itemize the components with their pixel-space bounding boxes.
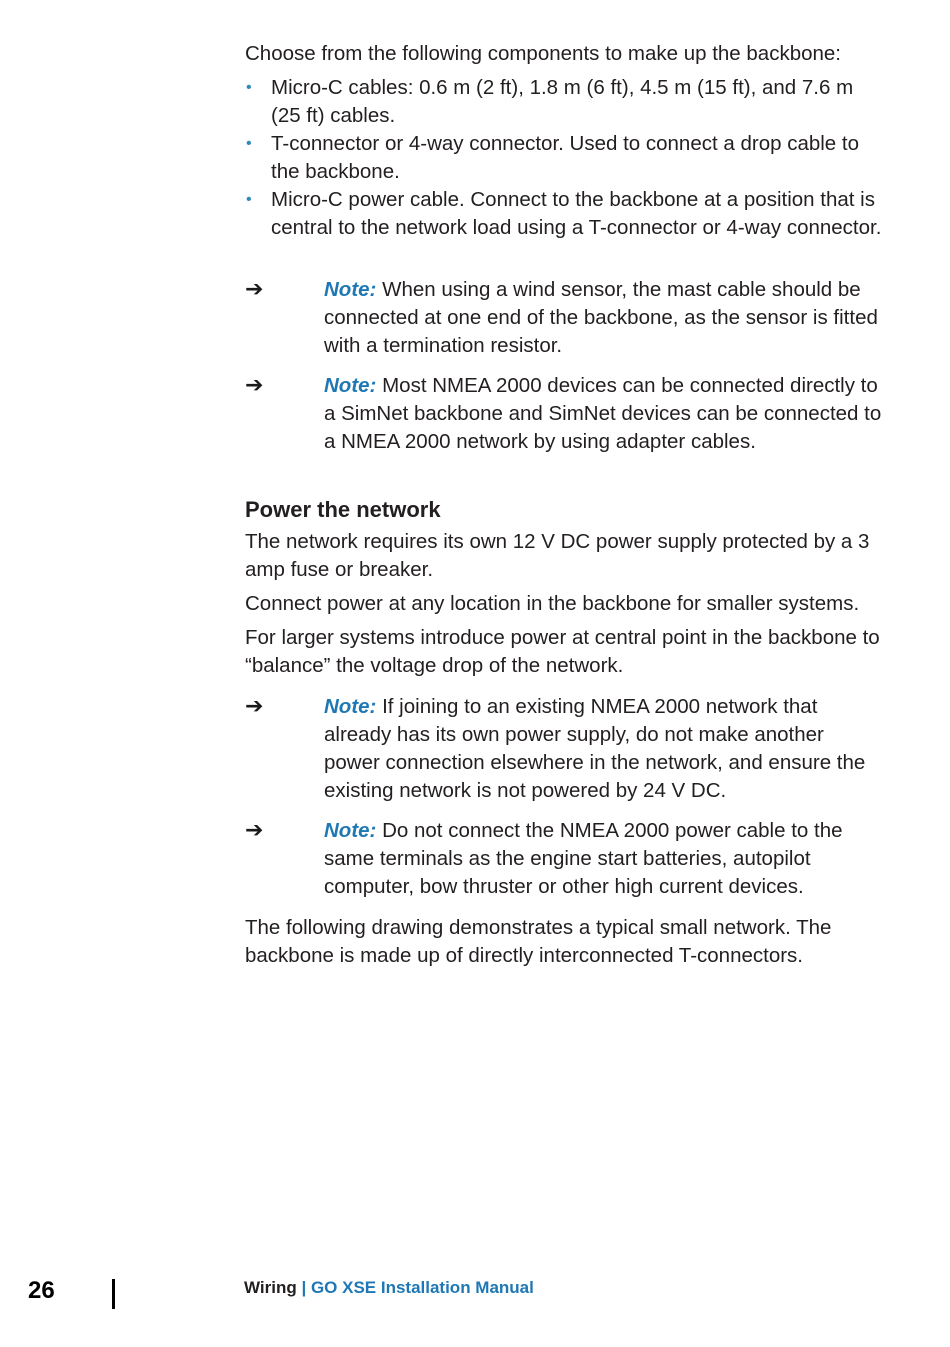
arrow-right-icon: ➔ [245, 277, 264, 302]
component-list [245, 74, 885, 242]
list-item-text: T-connector or 4-way connector. Used to connect a drop cable to the backbone. [271, 132, 859, 183]
arrow-right-icon: ➔ [245, 694, 264, 719]
bullet-icon: • [246, 135, 252, 152]
footer-separator: | [296, 1278, 311, 1297]
note-label: Note: [324, 278, 377, 301]
note-label: Note: [324, 374, 377, 397]
note-wind-sensor [245, 276, 885, 360]
power-paragraph: The network requires its own 12 V DC power supply protected by a 3 amp fuse or breaker. [245, 530, 870, 581]
running-footer [244, 1278, 534, 1298]
list-item [245, 130, 885, 186]
footer-chapter: Wiring [244, 1278, 297, 1297]
power-paragraph: Connect power at any location in the backbone for smaller systems. [245, 592, 860, 615]
power-paragraph: For larger systems introduce power at central point in the backbone to “balance” the voltage drop of the network. [245, 626, 880, 677]
note-text: When using a wind sensor, the mast cable should be connected at one end of the backbone, as the sensor is fitted with a termination resistor. [324, 278, 878, 357]
list-item [245, 186, 885, 242]
note-power-cable [245, 817, 885, 901]
note-text: If joining to an existing NMEA 2000 network that already has its own power supply, do not make another power connection elsewhere in the network, and ensure the existing network is not powered by 24 V DC. [324, 695, 866, 802]
bullet-icon: • [246, 79, 252, 96]
note-label: Note: [324, 695, 377, 718]
footer-divider [112, 1279, 115, 1309]
note-nmea-simnet [245, 372, 885, 456]
note-text: Most NMEA 2000 devices can be connected directly to a SimNet backbone and SimNet devices can be connected to a NMEA 2000 network by using adapter cables. [324, 374, 882, 453]
note-existing-network [245, 693, 885, 805]
page-content [245, 40, 885, 976]
note-text: Do not connect the NMEA 2000 power cable to the same terminals as the engine start batteries, autopilot computer, bow thruster or other high current devices. [324, 819, 843, 898]
note-label: Note: [324, 819, 377, 842]
list-item [245, 74, 885, 130]
list-item-text: Micro-C power cable. Connect to the backbone at a position that is central to the network load using a T-connector or 4-way connector. [271, 188, 882, 239]
section-heading: Power the network [245, 497, 441, 522]
arrow-right-icon: ➔ [245, 818, 264, 843]
footer-manual-title: GO XSE Installation Manual [310, 1278, 534, 1297]
bullet-icon: • [246, 191, 252, 208]
page-number: 26 [28, 1277, 55, 1304]
closing-paragraph: The following drawing demonstrates a typical small network. The backbone is made up of directly interconnected T-connectors. [245, 916, 832, 967]
intro-paragraph: Choose from the following components to make up the backbone: [245, 42, 841, 65]
arrow-right-icon: ➔ [245, 373, 264, 398]
list-item-text: Micro-C cables: 0.6 m (2 ft), 1.8 m (6 ft), 4.5 m (15 ft), and 7.6 m (25 ft) cables. [271, 76, 854, 127]
